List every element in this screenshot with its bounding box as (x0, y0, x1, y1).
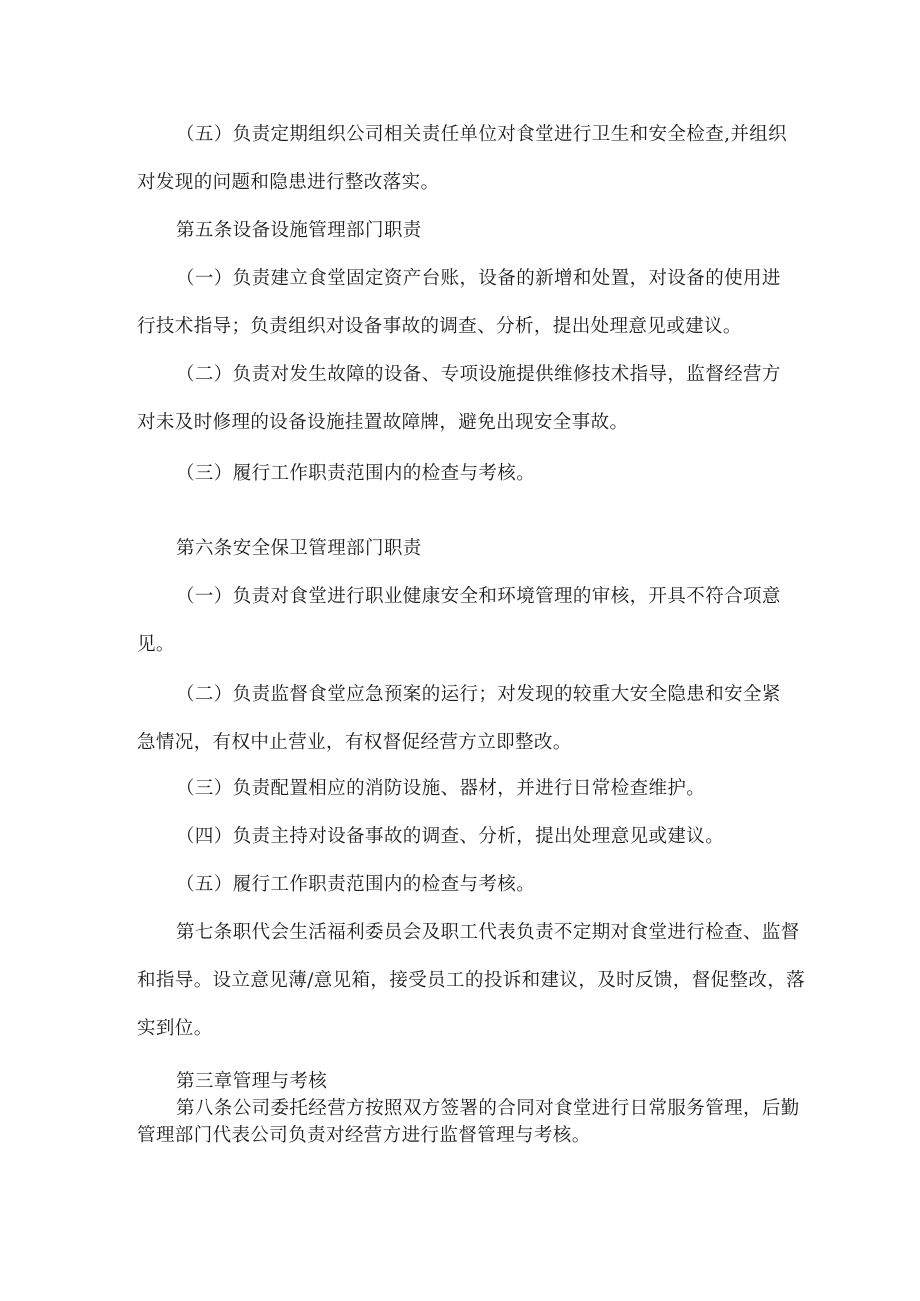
chapter-heading: 第三章管理与考核 (176, 1071, 328, 1092)
paragraph-line: （三）负责配置相应的消防设施、器材，并进行日常检查维护。 (176, 778, 706, 799)
article-paragraph-line: 第七条职代会生活福利委员会及职工代表负责不定期对食堂进行检查、监督 (176, 922, 800, 943)
article-heading: 第五条设备设施管理部门职责 (176, 220, 422, 241)
paragraph-line: 对发现的问题和隐患进行整改落实。 (137, 172, 440, 193)
paragraph-line: （二）负责对发生故障的设备、专项设施提供维修技术指导，监督经营方 (176, 364, 781, 385)
paragraph-line: 见。 (137, 634, 175, 655)
paragraph-line: （二）负责监督食堂应急预案的运行；对发现的较重大安全隐患和安全紧 (176, 684, 781, 705)
paragraph-line: （四）负责主持对设备事故的调查、分析，提出处理意见或建议。 (176, 826, 725, 847)
paragraph-line: 行技术指导；负责组织对设备事故的调查、分析，提出处理意见或建议。 (137, 316, 742, 337)
article-paragraph-line: 第八条公司委托经营方按照双方签署的合同对食堂进行日常服务管理，后勤 (176, 1098, 800, 1119)
paragraph-line: 急情况，有权中止营业，有权督促经营方立即整改。 (137, 732, 572, 753)
paragraph-line: 和指导。设立意见薄/意见箱，接受员工的投诉和建议，及时反馈，督促整改，落 (137, 970, 806, 991)
paragraph-line: 管理部门代表公司负责对经营方进行监督管理与考核。 (137, 1125, 591, 1146)
paragraph-line: （三）履行工作职责范围内的检查与考核。 (176, 463, 536, 484)
paragraph-line: 实到位。 (137, 1018, 213, 1039)
paragraph-line: （五）负责定期组织公司相关责任单位对食堂进行卫生和安全检查,并组织 (176, 124, 788, 145)
article-heading: 第六条安全保卫管理部门职责 (176, 538, 422, 559)
paragraph-line: （五）履行工作职责范围内的检查与考核。 (176, 874, 536, 895)
paragraph-line: （一）负责建立食堂固定资产台账，设备的新增和处置，对设备的使用进 (176, 268, 781, 289)
paragraph-line: 对未及时修理的设备设施挂置故障牌，避免出现安全事故。 (137, 412, 629, 433)
paragraph-line: （一）负责对食堂进行职业健康安全和环境管理的审核，开具不符合项意 (176, 586, 781, 607)
